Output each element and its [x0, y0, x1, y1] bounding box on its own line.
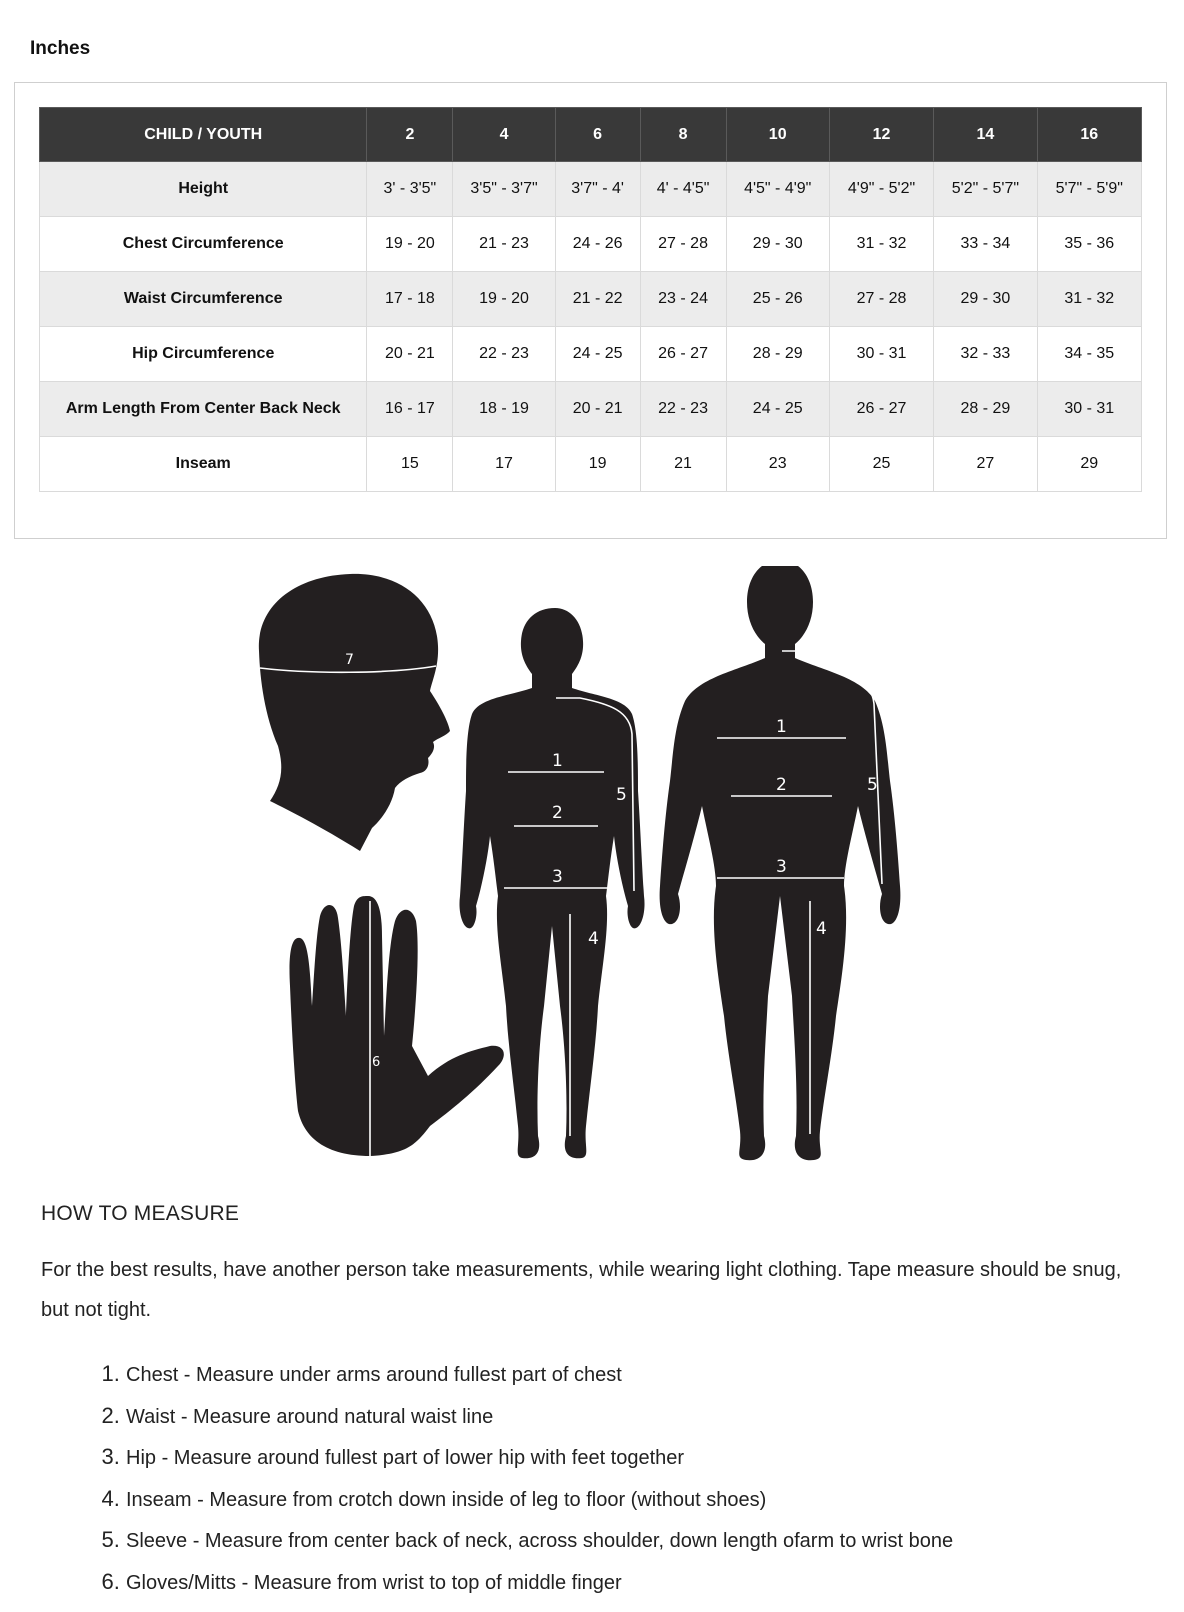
header-cell: 16	[1037, 108, 1141, 162]
table-cell: 17 - 18	[367, 272, 453, 327]
header-cell: 2	[367, 108, 453, 162]
header-cell: 6	[555, 108, 640, 162]
table-cell: 27 - 28	[640, 217, 726, 272]
row-label: Waist Circumference	[40, 272, 367, 327]
label-hand: 6	[372, 1055, 381, 1070]
head-silhouette	[259, 574, 450, 851]
hand-silhouette	[289, 896, 503, 1156]
table-cell: 29 - 30	[726, 217, 829, 272]
table-cell: 31 - 32	[1037, 272, 1141, 327]
table-cell: 34 - 35	[1037, 327, 1141, 382]
list-item: 3. Hip - Measure around fullest part of lower hip with feet together	[126, 1437, 1184, 1479]
table-cell: 27 - 28	[829, 272, 933, 327]
label-adult-chest: 1	[776, 717, 787, 737]
table-cell: 32 - 33	[934, 327, 1037, 382]
row-label: Height	[40, 162, 367, 217]
table-cell: 16 - 17	[367, 382, 453, 437]
table-cell: 4'9" - 5'2"	[829, 162, 933, 217]
table-cell: 21	[640, 437, 726, 492]
table-cell: 33 - 34	[934, 217, 1037, 272]
table-cell: 5'7" - 5'9"	[1037, 162, 1141, 217]
label-child-chest: 1	[552, 751, 563, 771]
list-item: 1. Chest - Measure under arms around fullest part of chest	[126, 1354, 1184, 1396]
table-row	[40, 437, 1142, 492]
label-child-inseam: 4	[588, 929, 599, 949]
table-cell: 21 - 23	[453, 217, 555, 272]
table-cell: 3'7" - 4'	[555, 162, 640, 217]
header-cell: 8	[640, 108, 726, 162]
table-cell: 22 - 23	[453, 327, 555, 382]
table-cell: 29 - 30	[934, 272, 1037, 327]
label-child-waist: 2	[552, 803, 563, 823]
label-adult-sleeve: 5	[867, 775, 878, 795]
table-cell: 28 - 29	[934, 382, 1037, 437]
table-row	[40, 327, 1142, 382]
table-cell: 4'5" - 4'9"	[726, 162, 829, 217]
units-title: Inches	[30, 38, 91, 59]
table-cell: 17	[453, 437, 555, 492]
table-cell: 27	[934, 437, 1037, 492]
table-cell: 28 - 29	[726, 327, 829, 382]
size-chart-panel	[14, 82, 1167, 539]
table-cell: 25	[829, 437, 933, 492]
table-cell: 29	[1037, 437, 1141, 492]
row-label: Hip Circumference	[40, 327, 367, 382]
table-cell: 19	[555, 437, 640, 492]
label-child-sleeve: 5	[616, 785, 627, 805]
row-label: Arm Length From Center Back Neck	[40, 382, 367, 437]
list-item: 5. Sleeve - Measure from center back of neck, across shoulder, down length ofarm to wrist bone	[126, 1520, 1184, 1562]
table-cell: 23	[726, 437, 829, 492]
label-head: 7	[345, 652, 354, 668]
table-cell: 26 - 27	[640, 327, 726, 382]
table-cell: 35 - 36	[1037, 217, 1141, 272]
table-cell: 26 - 27	[829, 382, 933, 437]
table-cell: 24 - 26	[555, 217, 640, 272]
table-row	[40, 217, 1142, 272]
table-cell: 21 - 22	[555, 272, 640, 327]
list-item: 2. Waist - Measure around natural waist line	[126, 1396, 1184, 1438]
label-child-hip: 3	[552, 867, 563, 887]
table-header-row	[40, 108, 1142, 162]
table-cell: 3'5" - 3'7"	[453, 162, 555, 217]
table-cell: 30 - 31	[829, 327, 933, 382]
table-cell: 19 - 20	[453, 272, 555, 327]
table-cell: 23 - 24	[640, 272, 726, 327]
header-cell: 10	[726, 108, 829, 162]
header-cell: 4	[453, 108, 555, 162]
table-cell: 4' - 4'5"	[640, 162, 726, 217]
header-cell: 12	[829, 108, 933, 162]
table-cell: 19 - 20	[367, 217, 453, 272]
table-row	[40, 382, 1142, 437]
list-item: 4. Inseam - Measure from crotch down inside of leg to floor (without shoes)	[126, 1479, 1184, 1521]
table-cell: 20 - 21	[555, 382, 640, 437]
table-row	[40, 162, 1142, 217]
list-item: 6. Gloves/Mitts - Measure from wrist to top of middle finger	[126, 1562, 1184, 1604]
table-cell: 24 - 25	[555, 327, 640, 382]
label-adult-hip: 3	[776, 857, 787, 877]
table-cell: 25 - 26	[726, 272, 829, 327]
size-chart-table	[39, 107, 1142, 492]
table-cell: 20 - 21	[367, 327, 453, 382]
label-adult-waist: 2	[776, 775, 787, 795]
row-label: Inseam	[40, 437, 367, 492]
table-cell: 22 - 23	[640, 382, 726, 437]
table-cell: 30 - 31	[1037, 382, 1141, 437]
label-adult-inseam: 4	[816, 919, 827, 939]
table-cell: 24 - 25	[726, 382, 829, 437]
header-cell: 14	[934, 108, 1037, 162]
how-to-measure-steps	[98, 1354, 1184, 1603]
table-cell: 15	[367, 437, 453, 492]
table-cell: 18 - 19	[453, 382, 555, 437]
table-cell: 5'2" - 5'7"	[934, 162, 1037, 217]
table-row	[40, 272, 1142, 327]
table-cell: 31 - 32	[829, 217, 933, 272]
header-cell: CHILD / YOUTH	[40, 108, 367, 162]
measurement-diagram	[250, 566, 930, 1198]
table-cell: 3' - 3'5"	[367, 162, 453, 217]
how-to-measure-intro: For the best results, have another person take measurements, while wearing light clothing. Tape measure should be snug, but not tight.	[41, 1259, 1122, 1321]
how-to-measure-title: HOW TO MEASURE	[41, 1202, 240, 1225]
row-label: Chest Circumference	[40, 217, 367, 272]
